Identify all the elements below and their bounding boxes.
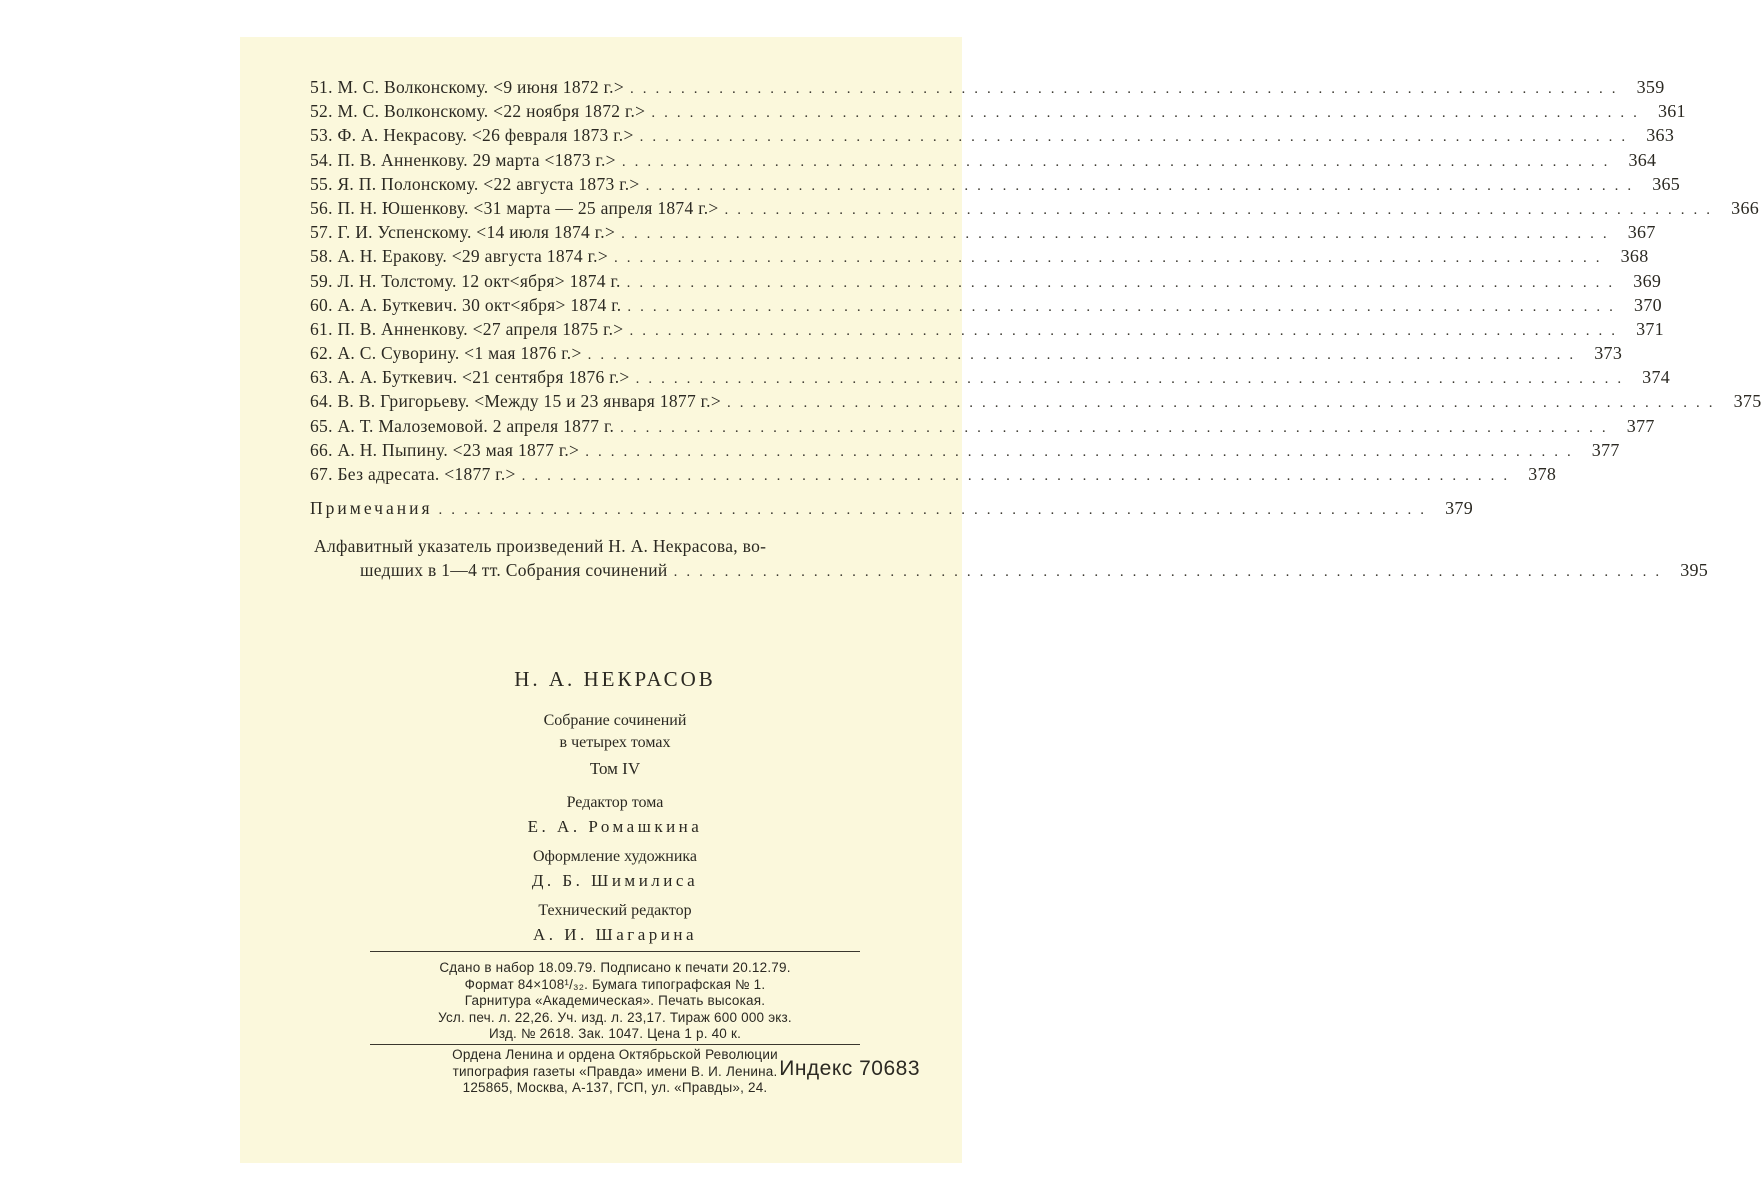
toc-entry — [310, 75, 1665, 99]
leader-dots: .............................................................................. — [651, 105, 1646, 122]
leader-dots: .............................................................................. — [521, 468, 1517, 484]
toc-entry — [310, 269, 1662, 293]
leader-dots: .............................................................................. — [620, 419, 1615, 436]
toc-entries — [310, 75, 1762, 486]
imprint-line: Ордена Ленина и ордена Октябрьской Революции — [452, 1047, 778, 1062]
leader-dots: .............................................................................. — [645, 177, 1641, 194]
toc-entry-page: 373 — [1594, 343, 1623, 364]
toc-entry-page: 361 — [1657, 101, 1686, 122]
toc-entry — [310, 438, 1620, 462]
toc-entry-title: 66. А. Н. Пыпину. <23 мая 1877 г.> — [310, 439, 580, 460]
toc-entry-page: 371 — [1636, 318, 1664, 339]
editor-label: Редактор тома — [566, 794, 664, 811]
toc-entry-title: 58. А. Н. Еракову. <29 августа 1874 г.> — [310, 246, 609, 267]
toc-entry-title: 57. Г. И. Успенскому. <14 июля 1874 г.> — [310, 222, 616, 243]
toc-entry-page: 359 — [1636, 77, 1665, 97]
toc-entry-notes — [310, 496, 1474, 520]
toc-entry-index — [310, 534, 1709, 582]
toc-entry-title: 67. Без адресата. <1877 г.> — [310, 464, 516, 484]
toc-index-line2: шедших в 1—4 тт. Собрания сочинений — [360, 560, 668, 581]
imprint-line: Формат 84×108¹/₃₂. Бумага типографская № 1. — [464, 976, 766, 992]
leader-dots: .............................................................................. — [614, 250, 1609, 267]
author-name: Н. А. НЕКРАСОВ — [514, 667, 716, 691]
leader-dots: .............................................................................. — [639, 129, 1635, 146]
toc-entry-title: 52. М. С. Волконскому. <22 ноября 1872 г.> — [310, 101, 646, 122]
toc-entry-title: 61. П. В. Анненкову. <27 апреля 1875 г.> — [310, 318, 624, 339]
leader-dots: .............................................................................. — [673, 564, 1669, 581]
toc-entry-page: 378 — [1528, 464, 1557, 484]
design-name: Д. Б. Шимилиса — [531, 871, 699, 890]
toc-entry — [310, 172, 1681, 196]
imprint-line: 125865, Москва, А-137, ГСП, ул. «Правды», 24. — [462, 1080, 768, 1095]
toc-entry-page: 366 — [1731, 197, 1760, 218]
toc-entry-page: 365 — [1652, 173, 1681, 194]
toc-entry — [310, 123, 1675, 147]
collection-title-line2: в четырех томах — [559, 734, 671, 751]
leader-dots: .............................................................................. — [621, 226, 1616, 243]
divider-middle — [370, 1044, 860, 1045]
leader-dots: .............................................................................. — [727, 395, 1722, 412]
leader-dots: .............................................................................. — [627, 298, 1622, 315]
toc-index-line1: Алфавитный указатель произведений Н. А. Некрасова, во- — [314, 536, 767, 557]
editor-name: Е. А. Ромашкина — [527, 817, 703, 836]
book-page — [240, 37, 1762, 1163]
toc-entry-title: 51. М. С. Волконскому. <9 июня 1872 г.> — [310, 77, 625, 97]
leader-dots: .............................................................................. — [626, 274, 1622, 291]
toc-entry — [310, 389, 1762, 413]
tech-editor-name: А. И. Шагарина — [532, 925, 697, 944]
table-of-contents — [310, 75, 1762, 583]
toc-entry-page: 374 — [1642, 367, 1671, 388]
toc-entry-title: 60. А. А. Буткевич. 30 окт<ября> 1874 г. — [310, 294, 622, 315]
imprint-line: Изд. № 2618. Зак. 1047. Цена 1 р. 40 к. — [488, 1026, 742, 1041]
toc-entry — [310, 341, 1623, 365]
toc-entry — [310, 220, 1656, 244]
imprint-line: типография газеты «Правда» имени В. И. Ленина. — [452, 1063, 778, 1079]
leader-dots: .............................................................................. — [724, 201, 1720, 218]
leader-dots: .............................................................................. — [587, 347, 1583, 364]
toc-entry — [310, 148, 1657, 172]
toc-entry-page: 377 — [1626, 415, 1655, 436]
toc-entry — [310, 414, 1655, 438]
tech-editor-label: Технический редактор — [538, 902, 692, 919]
volume-number: Том IV — [589, 759, 641, 778]
toc-entry-page: 369 — [1633, 270, 1662, 291]
toc-entry — [310, 462, 1557, 486]
index-code: Индекс 70683 — [779, 1057, 920, 1080]
toc-entry-page: 368 — [1620, 246, 1649, 267]
leader-dots: .............................................................................. — [630, 81, 1625, 97]
imprint-line: Усл. печ. л. 22,26. Уч. изд. л. 23,17. Тираж 600 000 экз. — [438, 1009, 792, 1025]
colophon — [370, 667, 860, 954]
leader-dots: .............................................................................. — [635, 371, 1631, 388]
toc-entry-title: 63. А. А. Буткевич. <21 сентября 1876 г.> — [310, 367, 630, 388]
design-label: Оформление художника — [532, 848, 698, 865]
toc-entry-page: 367 — [1627, 222, 1656, 243]
toc-entry-page: 375 — [1733, 391, 1762, 412]
toc-entry-page: 370 — [1634, 294, 1662, 315]
toc-entry-title: 54. П. В. Анненкову. 29 марта <1873 г.> — [310, 149, 616, 170]
toc-notes-page: 379 — [1445, 498, 1474, 519]
imprint-line: Сдано в набор 18.09.79. Подписано к печати 20.12.79. — [439, 960, 791, 975]
toc-entry-title: 64. В. В. Григорьеву. <Между 15 и 23 января 1877 г.> — [310, 391, 722, 412]
divider-top — [370, 951, 860, 952]
toc-entry-page: 363 — [1646, 125, 1675, 146]
toc-entry-page: 364 — [1628, 149, 1657, 170]
toc-index-page: 395 — [1680, 560, 1709, 581]
leader-dots: .............................................................................. — [585, 443, 1580, 460]
toc-entry — [310, 99, 1686, 123]
toc-entry — [310, 293, 1662, 317]
leader-dots: .............................................................................. — [629, 322, 1624, 339]
toc-entry-title: 55. Я. П. Полонскому. <22 августа 1873 г.> — [310, 173, 640, 194]
toc-notes-title: Примечания — [310, 498, 433, 519]
toc-entry-title: 62. А. С. Суворину. <1 мая 1876 г.> — [310, 343, 582, 364]
toc-entry-title: 65. А. Т. Малоземовой. 2 апреля 1877 г. — [310, 415, 615, 436]
collection-title-line1: Собрание сочинений — [543, 712, 687, 729]
toc-entry-title: 56. П. Н. Юшенкову. <31 марта — 25 апреля 1874 г.> — [310, 197, 719, 218]
imprint-line: Гарнитура «Академическая». Печать высокая. — [464, 993, 766, 1008]
toc-entry — [310, 244, 1649, 268]
toc-entry-page: 377 — [1591, 439, 1620, 460]
toc-entry-title: 59. Л. Н. Толстому. 12 окт<ября> 1874 г. — [310, 270, 621, 291]
imprint-block-production — [370, 960, 860, 1043]
leader-dots: .............................................................................. — [438, 502, 1434, 519]
toc-entry-title: 53. Ф. А. Некрасову. <26 февраля 1873 г.> — [310, 125, 634, 146]
toc-entry — [310, 317, 1664, 341]
toc-entry — [310, 196, 1760, 220]
toc-entry — [310, 365, 1671, 389]
leader-dots: .............................................................................. — [621, 153, 1617, 170]
